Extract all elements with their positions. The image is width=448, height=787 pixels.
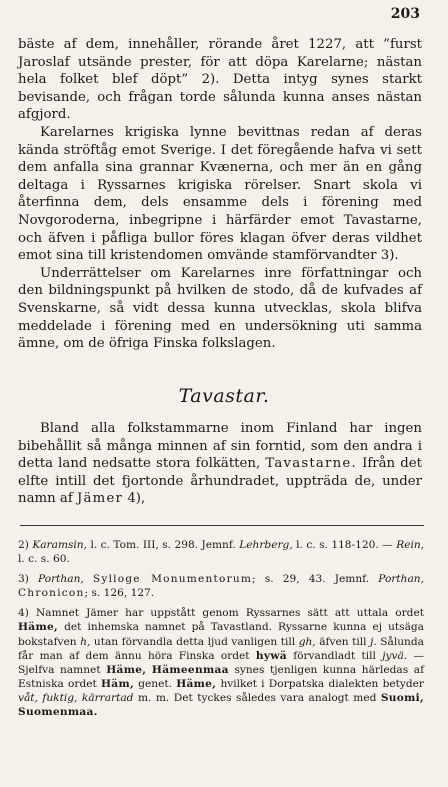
footnote-4-c: det inhemska namnet på Tavastland. Ryssarne kunna ej utsäga bokstafven [18,621,424,648]
footnote-4-w: Suomi, Suomenmaa. [18,691,424,719]
paragraph-1: bäste af dem, innehåller, rörande året 1227, att ”furst Jaroslaf utsände prester, för att döpa Karelarne; nästan hela folket blef döpt” 2). Detta intyg synes starkt bevisande, och frågan torde sålunda kunna anses nästan afgjord. [18,37,422,123]
section-text-tavastarne: Tavastarne. [265,456,357,472]
footnotes [18,538,424,725]
footnote-4-k: förvandladt till [293,649,376,662]
footnote-2-b: l. c. Tom. III, s. 298. Jemnf. [90,539,236,551]
footnote-4-j: hywä [255,649,287,662]
footnote-4 [18,606,424,719]
footnote-3-a: Porthan, [38,573,84,586]
section-paragraph [18,420,422,508]
footnote-2-a: Karamsin, [32,539,87,551]
footnote-4-marker: 4) [18,607,29,620]
section-text [18,420,422,508]
section-heading: Tavastar. [178,385,270,407]
footnote-3-c: ; s. 29, 43. Jemnf. [252,573,370,586]
footnote-4-i: Sålunda får man af dem ännu höra Finska ordet [18,635,424,662]
footnote-3-f: ; s. 126, 127. [84,587,155,600]
paragraph-2: Karelarnes krigiska lynne bevittnas redan af deras kända ströftåg emot Sverige. I det föregående hafva vi sett dem anfalla sina grannar Kvænerna, och mer än en gång deltaga i Ryssarnes krigiska rörelser. Snart skola vi återfinna dem, dels ensamme dels i förening med Novgoroderna, inbegripne i härfärder emot Tavastarne, och äfven i påfliga bullor föres klagan öfver deras vildhet emot sina till kristendomen omvände stamförvandter 3). [18,124,422,264]
footnote-2-marker: 2) [18,539,29,551]
footnote-2-c: Lehrberg, [239,539,293,551]
footnote-3-b: Sylloge Monumentorum [92,573,253,586]
page-number: 203 [390,6,420,22]
section-text-c: Ifrån det elfte intill det fjortonde århundradet, uppträda de, under namn af [18,456,422,507]
footnote-3-d: Porthan, [378,573,424,586]
section-text-e: 4), [127,491,146,507]
footnote-4-a: Namnet Jämer har uppstått genom Ryssarnes sätt att uttala ordet [35,607,424,620]
section-text-jamer: Jämer [76,491,124,507]
footnote-4-m: — Sjelfva namnet [18,649,425,676]
footnote-4-t: hvilket i Dorpatska dialekten betyder [220,677,424,690]
footnote-4-q: Häm, [101,677,134,690]
footnote-3-marker: 3) [18,573,29,586]
footnote-3-e: Chronicon [18,587,85,600]
footnote-2-d: l. c. s. 118-120. — [296,539,393,551]
footnote-4-v: m. m. Det tyckes således vara analogt med [137,691,377,704]
footnote-4-l: jyvä. [382,649,408,662]
footnote-4-p: synes tjenligen kunna härledas af Estniska ordet [18,663,425,690]
footnote-4-e: utan förvandla detta ljud vanligen till [93,635,296,648]
footnote-4-u: våt, fuktig, kärrartad [18,691,134,704]
footnote-4-f: gh, [298,635,316,648]
footnote-4-g: äfven till [319,635,367,648]
section-text-a: Bland alla folkstammarne inom Finland har ingen bibehållit så många minnen af sin forntid, som den andra i detta land nedsatte stora folkätten, [18,421,422,472]
footnote-4-o: Hämeenmaa [151,663,229,676]
footnote-4-r: genet. [138,677,172,690]
footnote-4-s: Häme, [176,677,217,690]
footnote-4-h: j. [370,635,377,648]
footnote-4-d: h, [80,635,91,648]
footnote-divider [20,525,424,526]
footnote-2 [18,538,424,566]
footnote-4-n: Häme, [106,663,147,676]
footnote-2-f: l. c. s. 60. [18,553,70,566]
main-text [18,36,422,353]
footnote-4-b: Häme, [18,621,59,634]
footnote-3 [18,572,424,600]
footnote-2-e: Rein, [396,539,425,551]
paragraph-3: Underrättelser om Karelarnes inre författningar och den bildningspunkt på hvilken de stodo, då de kufvades af Svenskarne, så vidt dessa kunna utvecklas, skola blifva meddelade i förening med en undersökning uti samma ämne, om de öfriga Finska folkslagen. [18,265,422,352]
